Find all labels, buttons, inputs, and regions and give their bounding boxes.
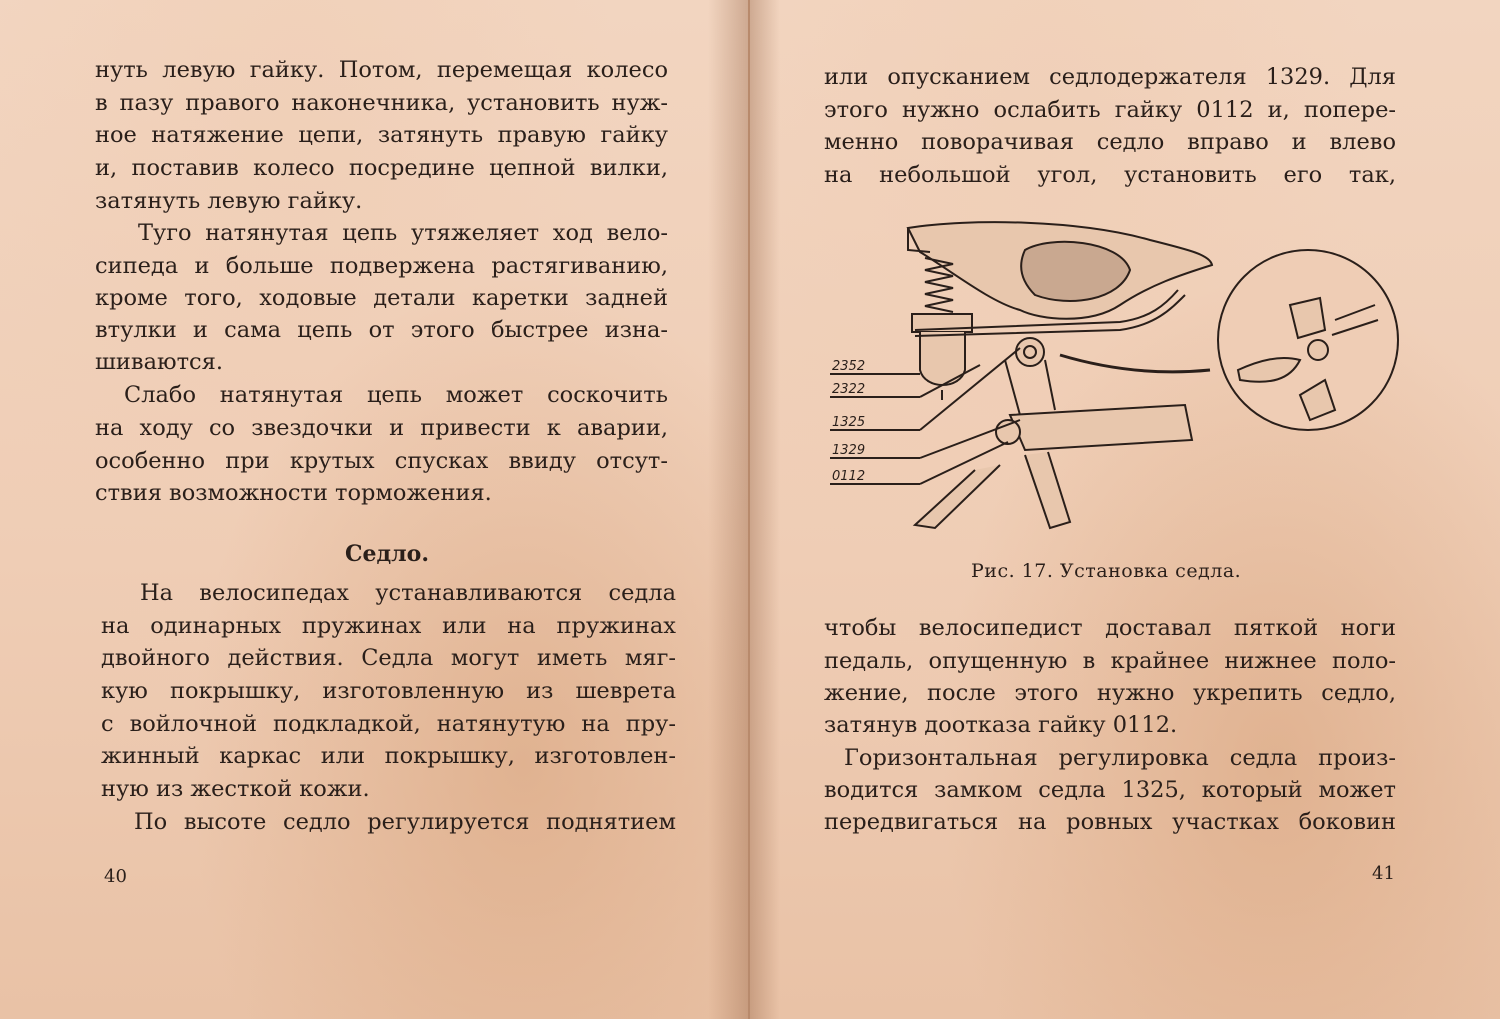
- page-number: 40: [104, 866, 127, 887]
- text-line: сипеда и больше подвержена растягиванию,: [95, 253, 668, 279]
- text-line: втулки и сама цепь от этого быстрее изна-: [95, 317, 668, 343]
- text-line: нуть левую гайку. Потом, перемещая колесо: [95, 57, 668, 83]
- text-line: ную из жесткой кожи.: [101, 776, 370, 802]
- text-line: водится замком седла 1325, который может: [824, 777, 1396, 803]
- text-line: на одинарных пружинах или на пружинах: [101, 613, 676, 639]
- text-line: жение, после этого нужно укрепить седло,: [824, 680, 1396, 706]
- text-line: на небольшой угол, установить его так,: [824, 162, 1396, 188]
- text-line: на ходу со звездочки и привести к аварии,: [95, 415, 668, 441]
- text-line: педаль, опущенную в крайнее нижнее поло-: [824, 648, 1396, 674]
- text-line: ное натяжение цепи, затянуть правую гайку: [95, 122, 668, 148]
- text-line: Туго натянутая цепь утяжеляет ход вело-: [138, 220, 668, 246]
- text-line: менно поворачивая седло вправо и влево: [824, 129, 1396, 155]
- part-label: 0112: [832, 469, 866, 484]
- text-line: передвигаться на ровных участках боковин: [824, 809, 1396, 835]
- text-line: особенно при крутых спусках ввиду отсут-: [95, 448, 668, 474]
- text-line: жинный каркас или покрышку, изготовлен-: [101, 743, 676, 769]
- text-line: двойного действия. Седла могут иметь мяг-: [101, 645, 676, 671]
- text-line: По высоте седло регулируется поднятием: [134, 809, 676, 835]
- text-line: Горизонтальная регулировка седла произ-: [844, 745, 1396, 771]
- text-line: кроме того, ходовые детали каретки задней: [95, 285, 668, 311]
- saddle-figure: [820, 210, 1420, 540]
- text-line: ствия возможности торможения.: [95, 480, 492, 506]
- text-line: в пазу правого наконечника, установить нуж-: [95, 90, 668, 116]
- text-line: На велосипедах устанавливаются седла: [140, 580, 676, 606]
- text-line: чтобы велосипедист доставал пяткой ноги: [824, 615, 1396, 641]
- text-line: кую покрышку, изготовленную из шеврета: [101, 678, 676, 704]
- text-line: затянуть левую гайку.: [95, 188, 363, 214]
- text-line: этого нужно ослабить гайку 0112 и, попере-: [824, 97, 1396, 123]
- text-line: затянув доотказа гайку 0112.: [824, 712, 1178, 738]
- text-line: шиваются.: [95, 349, 223, 375]
- text-line: с войлочной подкладкой, натянутую на пру-: [101, 711, 676, 737]
- section-heading: Седло.: [345, 541, 430, 567]
- part-label: 2322: [832, 382, 866, 397]
- text-line: и, поставив колесо посредине цепной вилки,: [95, 155, 668, 181]
- figure-caption: Рис. 17. Установка седла.: [971, 560, 1242, 582]
- page-number: 41: [1372, 863, 1395, 884]
- text-line: Слабо натянутая цепь может соскочить: [124, 382, 668, 408]
- text-line: или опусканием седлодержателя 1329. Для: [824, 64, 1396, 90]
- part-label: 1329: [832, 443, 866, 458]
- saddle-illustration: [830, 222, 1398, 528]
- right-page: [750, 0, 1500, 1019]
- part-label: 1325: [832, 415, 866, 430]
- part-label: 2352: [832, 359, 866, 374]
